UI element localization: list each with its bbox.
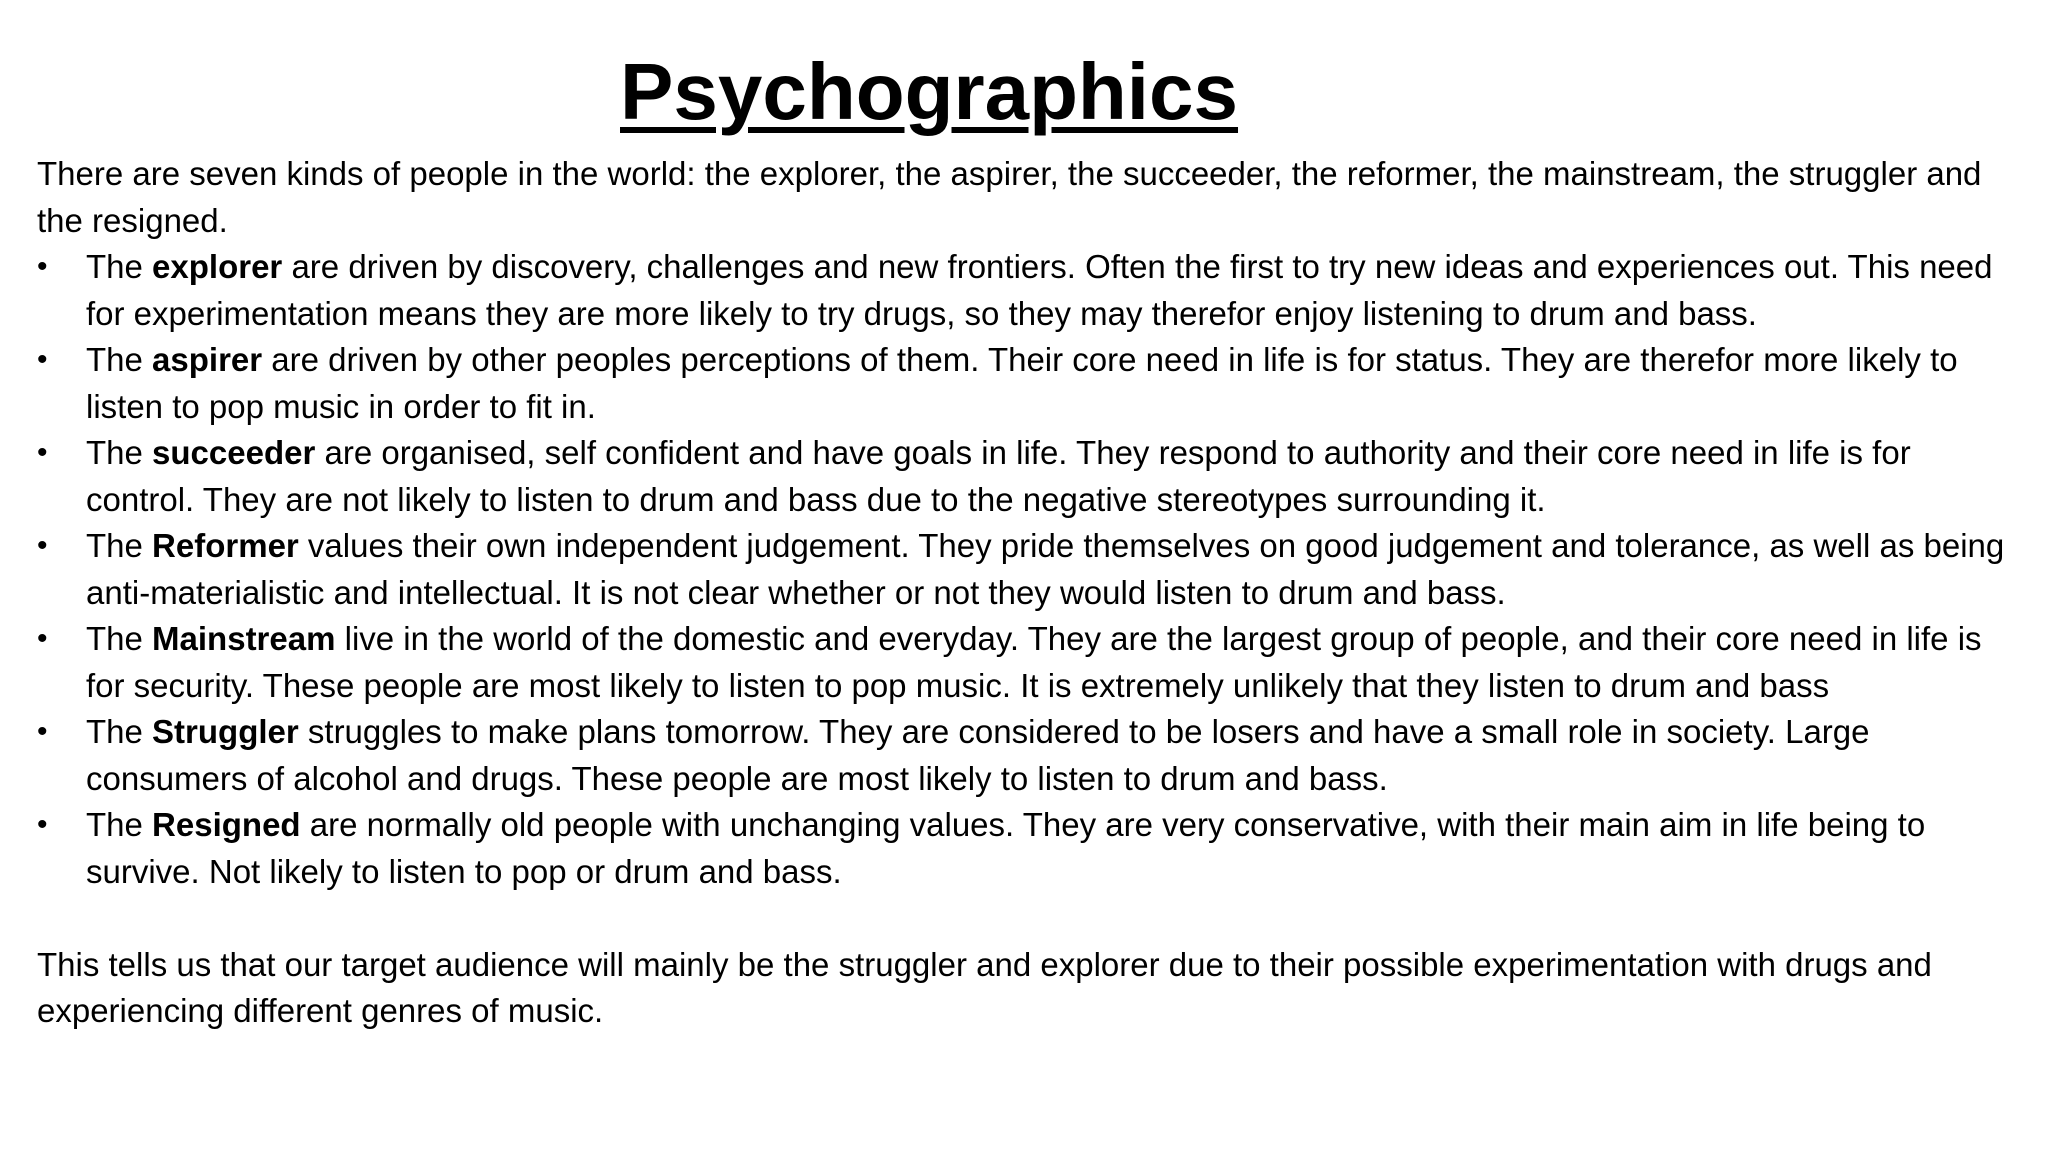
item-text: are organised, self confident and have goals in life. They respond to authority and their core need in life is for control. They are not likely to listen to drum and bass due to the negative stereotypes surrounding it. <box>86 434 1911 518</box>
bullet-icon: • <box>37 436 48 469</box>
item-prefix: The <box>86 248 153 285</box>
bullet-icon: • <box>37 529 48 562</box>
item-prefix: The <box>86 434 153 471</box>
page-title: Psychographics <box>620 47 1239 136</box>
list-item-aspirer <box>37 337 2027 430</box>
bullet-icon: • <box>37 343 48 376</box>
item-keyword: Reformer <box>152 527 299 564</box>
list-item-reformer <box>37 523 2027 616</box>
item-text: live in the world of the domestic and everyday. They are the largest group of people, and their core need in life is for security. These people are most likely to listen to pop music. It is extremely unlikely that they listen to drum and bass <box>86 620 1982 704</box>
item-keyword: succeeder <box>152 434 316 471</box>
item-text: struggles to make plans tomorrow. They are considered to be losers and have a small role in society. Large consumers of alcohol and drugs. These people are most likely to listen to drum and bass. <box>86 713 1870 797</box>
bullet-icon: • <box>37 808 48 841</box>
item-keyword: Mainstream <box>152 620 336 657</box>
item-prefix: The <box>86 620 153 657</box>
item-prefix: The <box>86 806 153 843</box>
paragraph-spacer <box>37 895 2027 942</box>
list-item-succeeder <box>37 430 2027 523</box>
conclusion-paragraph: This tells us that our target audience will mainly be the struggler and explorer due to their possible experimentation with drugs and experiencing different genres of music. <box>37 945 1932 1029</box>
item-text: values their own independent judgement. They pride themselves on good judgement and tolerance, as well as being anti-materialistic and intellectual. It is not clear whether or not they would listen to drum and bass. <box>86 527 2005 611</box>
item-keyword: explorer <box>152 248 283 285</box>
list-item-explorer <box>37 244 2027 337</box>
intro-paragraph: There are seven kinds of people in the world: the explorer, the aspirer, the succeeder, the reformer, the mainstream, the struggler and the resigned. <box>37 155 1982 239</box>
item-prefix: The <box>86 341 153 378</box>
item-text: are normally old people with unchanging values. They are very conservative, with their main aim in life being to survive. Not likely to listen to pop or drum and bass. <box>86 806 1926 890</box>
item-keyword: Resigned <box>152 806 301 843</box>
item-prefix: The <box>86 713 153 750</box>
list-item-struggler <box>37 709 2027 802</box>
bullet-icon: • <box>37 622 48 655</box>
list-item-mainstream <box>37 616 2027 709</box>
item-text: are driven by other peoples perceptions of them. Their core need in life is for status. They are therefor more likely to listen to pop music in order to fit in. <box>86 341 1958 425</box>
item-prefix: The <box>86 527 153 564</box>
bullet-list <box>37 244 2027 895</box>
item-keyword: aspirer <box>152 341 263 378</box>
list-item-resigned <box>37 802 2027 895</box>
slide-body <box>37 151 2027 1035</box>
bullet-icon: • <box>37 250 48 283</box>
bullet-icon: • <box>37 715 48 748</box>
item-keyword: Struggler <box>152 713 299 750</box>
item-text: are driven by discovery, challenges and new frontiers. Often the first to try new ideas and experiences out. This need for experimentation means they are more likely to try drugs, so they may therefor enjoy listening to drum and bass. <box>86 248 1993 332</box>
